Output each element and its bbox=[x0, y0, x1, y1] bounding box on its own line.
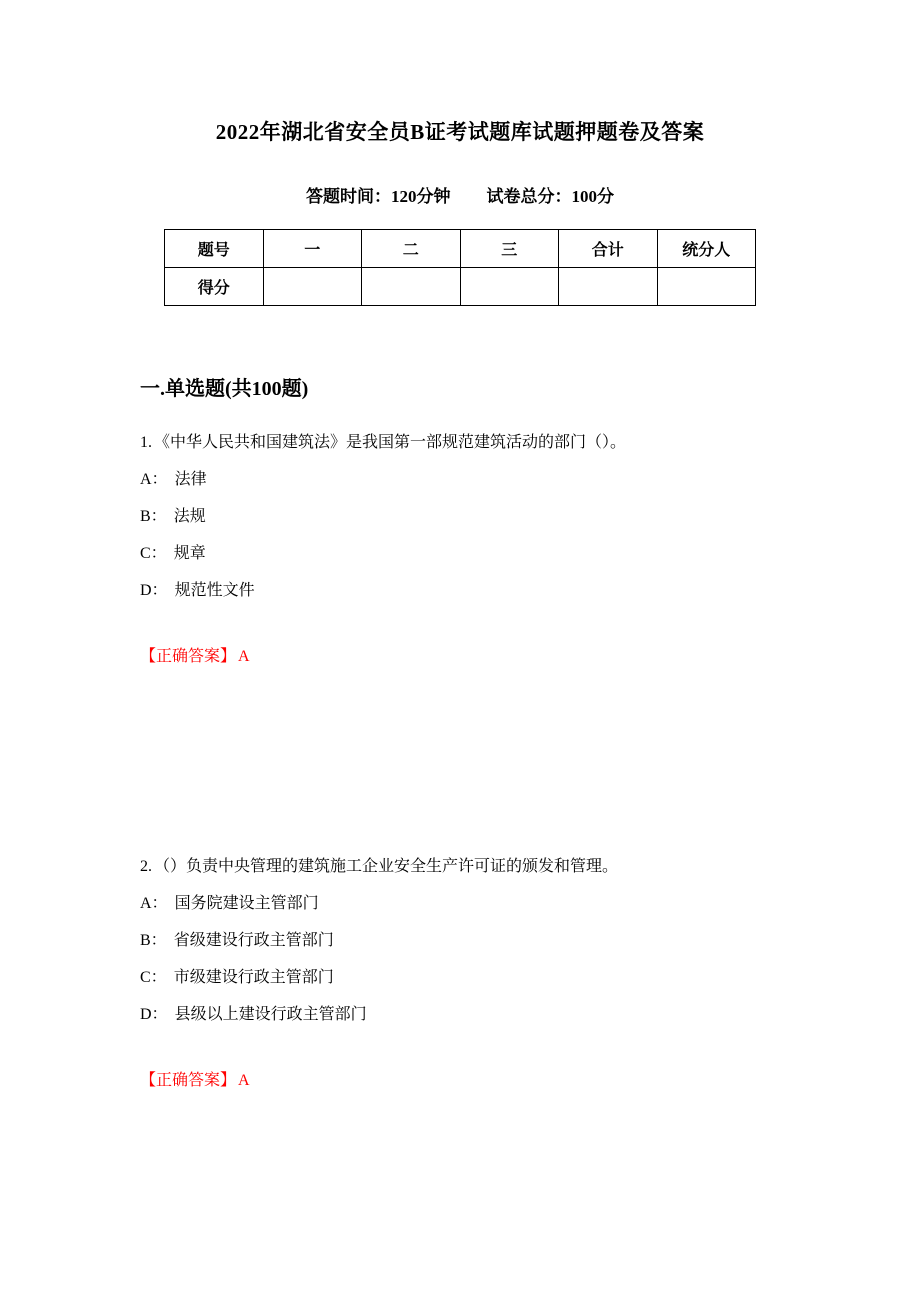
score-table-header-row bbox=[165, 230, 756, 268]
question-2-option-b-label: B： bbox=[140, 932, 167, 949]
question-1-option-d bbox=[140, 581, 800, 601]
question-2-option-a bbox=[140, 894, 800, 914]
question-1-option-b-text: 法规 bbox=[173, 508, 206, 525]
question-1-option-b bbox=[140, 507, 800, 527]
question-2-option-d bbox=[140, 1005, 800, 1025]
question-1-option-a-text: 法律 bbox=[174, 471, 207, 488]
question-2-option-c-label: C： bbox=[140, 969, 167, 986]
question-1-option-d-label: D： bbox=[140, 582, 168, 599]
question-1-text-line bbox=[140, 433, 800, 453]
score-table-header-two: 二 bbox=[362, 230, 461, 268]
score-cell-empty-1 bbox=[263, 268, 362, 306]
question-2-answer-label: 【正确答案】 bbox=[140, 1072, 237, 1089]
score-cell-empty-5 bbox=[657, 268, 756, 306]
question-2-option-b-text: 省级建设行政主管部门 bbox=[173, 932, 334, 949]
question-2-number: 2. bbox=[140, 858, 152, 875]
question-2-answer-value: A bbox=[238, 1072, 250, 1089]
score-cell-empty-2 bbox=[362, 268, 461, 306]
score-table-header-three: 三 bbox=[460, 230, 559, 268]
score-table-header-question-no: 题号 bbox=[165, 230, 264, 268]
question-1-correct-answer bbox=[140, 647, 800, 667]
question-1-option-b-label: B： bbox=[140, 508, 167, 525]
question-1-option-c-label: C： bbox=[140, 545, 167, 562]
score-table-score-row bbox=[165, 268, 756, 306]
question-2-option-b bbox=[140, 931, 800, 951]
question-1-option-a bbox=[140, 470, 800, 490]
question-1-answer-label: 【正确答案】 bbox=[140, 648, 237, 665]
question-1 bbox=[140, 433, 800, 667]
question-2-correct-answer bbox=[140, 1071, 800, 1091]
question-1-option-a-label: A： bbox=[140, 471, 168, 488]
score-table-header-scorer: 统分人 bbox=[657, 230, 756, 268]
score-row-label: 得分 bbox=[165, 268, 264, 306]
total-score-label: 试卷总分：100分 bbox=[486, 187, 614, 206]
question-2-text-line bbox=[140, 857, 800, 877]
question-2-option-c-text: 市级建设行政主管部门 bbox=[173, 969, 334, 986]
score-table-header-total: 合计 bbox=[559, 230, 658, 268]
score-cell-empty-3 bbox=[460, 268, 559, 306]
question-2-option-a-label: A： bbox=[140, 895, 168, 912]
score-cell-empty-4 bbox=[559, 268, 658, 306]
question-2-text: （）负责中央管理的建筑施工企业安全生产许可证的颁发和管理。 bbox=[154, 858, 619, 875]
document-title: 2022年湖北省安全员B证考试题库试题押题卷及答案 bbox=[215, 120, 705, 144]
question-2-option-c bbox=[140, 968, 800, 988]
question-1-answer-value: A bbox=[238, 648, 250, 665]
question-1-option-c bbox=[140, 544, 800, 564]
question-1-option-c-text: 规章 bbox=[173, 545, 206, 562]
section-heading: 一.单选题(共100题) bbox=[140, 378, 309, 400]
answer-time-label: 答题时间：120分钟 bbox=[306, 187, 451, 206]
question-2-option-d-text: 县级以上建设行政主管部门 bbox=[174, 1006, 367, 1023]
score-table-header-one: 一 bbox=[263, 230, 362, 268]
question-1-option-d-text: 规范性文件 bbox=[174, 582, 255, 599]
question-1-number: 1. bbox=[140, 434, 152, 451]
question-2-option-d-label: D： bbox=[140, 1006, 168, 1023]
question-2-option-a-text: 国务院建设主管部门 bbox=[174, 895, 319, 912]
exam-meta bbox=[0, 182, 920, 207]
question-1-text: 《中华人民共和国建筑法》是我国第一部规范建筑活动的部门（）。 bbox=[154, 434, 627, 451]
score-table bbox=[164, 229, 756, 306]
question-2 bbox=[140, 857, 800, 1091]
